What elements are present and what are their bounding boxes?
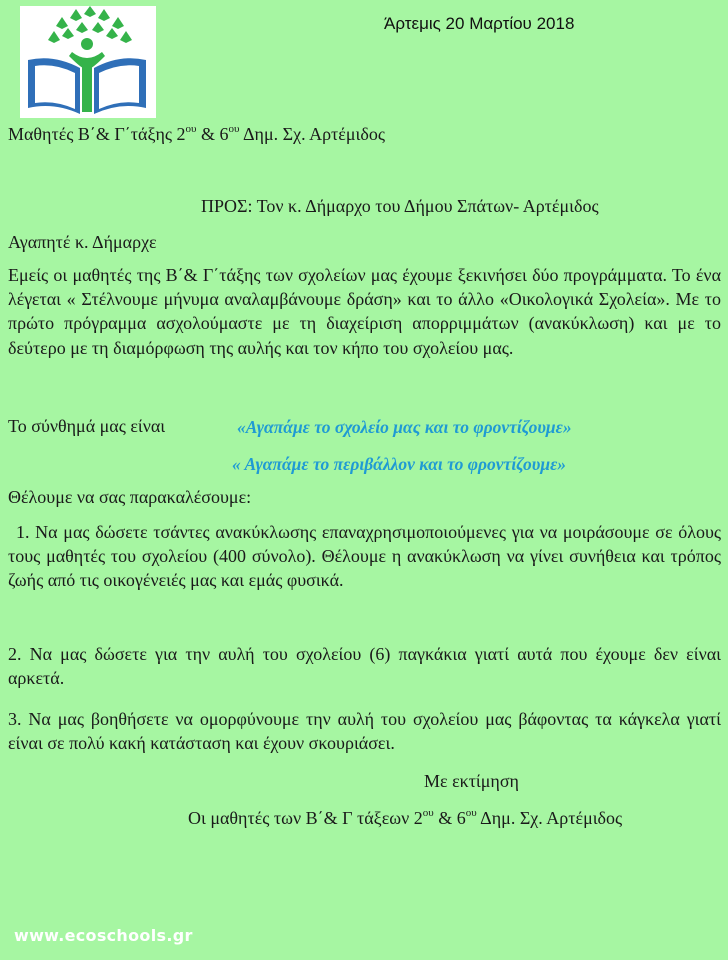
letter-greeting: Αγαπητέ κ. Δήμαρχε [8, 232, 157, 252]
letter-date: Άρτεμις 20 Μαρτίου 2018 [384, 14, 575, 33]
letter-signature: Οι μαθητές των Β΄& Γ τάξεων $2^{o\upsilon}$ & $6^{o\upsilon}$ Δημ. Σχ. Αρτέμιδος [188, 807, 623, 828]
letter-intro-paragraph: Εμείς οι μαθητές της Β΄& Γ΄τάξης των σχολείων μας έχουμε ξεκινήσει δύο προγράμματα. Το ένα λέγεται « Στέλνουμε μήνυμα αναλαμβάνουμε δράση» και το άλλο «Οικολογικά Σχολεία». Με το πρώτο πρόγραμμα ασχολούμαστε με τη διαχείριση απορριμμάτων (ανακύκλωση) και με το δεύτερο με τη διαμόρφωση της αυλής και τον κήπο του σχολείου μας. [8, 265, 721, 358]
motto-label: Το σύνθημά μας είναι [8, 416, 166, 436]
request-item-3: 3. Να μας βοηθήσετε να ομορφύνουμε την αυλή του σχολείου μας βάφοντας τα κάγκελα γιατί είναι σε πολύ κακή κατάσταση και έχουν σκουριάσει. [8, 709, 721, 754]
request-intro: Θέλουμε να σας παρακαλέσουμε: [8, 487, 252, 507]
eco-schools-logo [20, 6, 156, 118]
motto-school: «Αγαπάμε το σχολείο μας και το φροντίζουμε» [237, 417, 572, 437]
letter-recipient: ΠΡΟΣ: Τον κ. Δήμαρχο του Δήμου Σπάτων- Αρτέμιδος [201, 196, 599, 216]
ecoschools-watermark: www.ecoschools.gr [14, 926, 193, 945]
motto-environment: « Αγαπάμε το περιβάλλον και το φροντίζουμε» [232, 454, 567, 474]
request-item-1: 1. Να μας δώσετε τσάντες ανακύκλωσης επαναχρησιμοποιούμενες για να μοιράσουμε σε όλους τους μαθητές του σχολείου (400 σύνολο). Θέλουμε η ανακύκλωση να γίνει συνήθεια και τρόπος ζωής από τις οικογένειές μας και εμάς φυσικά. [8, 522, 721, 591]
eco-schools-tree-book-icon [20, 6, 156, 118]
request-item-2: 2. Να μας δώσετε για την αυλή του σχολείου (6) παγκάκια γιατί αυτά που έχουμε δεν είναι αρκετά. [8, 644, 721, 689]
letter-sender: Μαθητές Β΄& Γ΄τάξης $2^{o\upsilon}$ & $6^{o\upsilon}$ Δημ. Σχ. Αρτέμιδος [8, 123, 385, 144]
letter-closing: Με εκτίμηση [424, 771, 519, 791]
